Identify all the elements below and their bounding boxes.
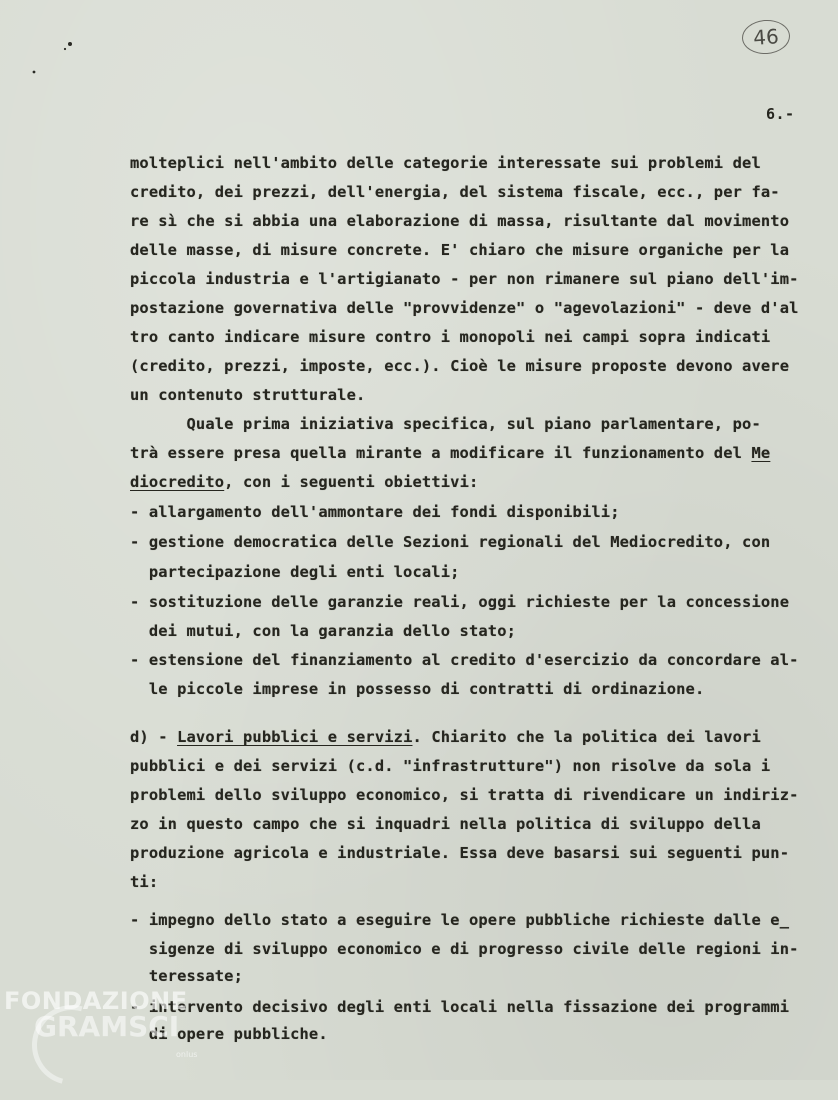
bullet-item-line: - impegno dello stato a eseguire le opere pubbliche richieste dalle e_ xyxy=(130,911,790,929)
bullet-item-line: - allargamento dell'ammontare dei fondi disponibili; xyxy=(130,503,620,521)
paragraph-1-line: credito, dei prezzi, dell'energia, del sistema fiscale, ecc., per fa- xyxy=(130,183,780,201)
folio-mark: 46 xyxy=(741,18,791,55)
paragraph-1-line: (credito, prezzi, imposte, ecc.). Cioè le misure proposte devono avere xyxy=(130,357,790,375)
section-d-line: produzione agricola e industriale. Essa deve basarsi sui seguenti pun- xyxy=(130,844,790,862)
mediocredito-underlined-start: Me xyxy=(751,444,771,462)
section-d-line: ti: xyxy=(130,873,159,891)
section-d-line: zo in questo campo che si inquadri nella politica di sviluppo della xyxy=(130,815,761,833)
paragraph-1-line: piccola industria e l'artigianato - per non rimanere sul piano dell'im- xyxy=(130,270,799,288)
watermark-line-3: onlus xyxy=(176,1050,198,1059)
paragraph-1-line: postazione governativa delle "provvidenze" o "agevolazioni" - deve d'al xyxy=(130,299,799,317)
section-d-line: problemi dello sviluppo economico, si tratta di rivendicare un indiriz- xyxy=(130,786,799,804)
section-d-prefix: d) - xyxy=(130,728,178,746)
paragraph-2-text: , con i seguenti obiettivi: xyxy=(224,473,479,491)
section-d-heading: Lavori pubblici e servizi xyxy=(177,728,413,746)
bullet-item-line: - estensione del finanziamento al credito d'esercizio da concordare al- xyxy=(130,651,799,669)
paragraph-1-line: re sì che si abbia una elaborazione di massa, risultante dal movimento xyxy=(130,212,790,230)
bullet-item-line: partecipazione degli enti locali; xyxy=(130,563,460,581)
section-d-line: pubblici e dei servizi (c.d. "infrastrutture") non risolve da sola i xyxy=(130,757,771,775)
paragraph-1-line: un contenuto strutturale. xyxy=(130,386,366,404)
page-number: 6.- xyxy=(766,105,795,123)
bullet-item-line: - gestione democratica delle Sezioni regionali del Mediocredito, con xyxy=(130,533,771,551)
paragraph-2-line: Quale prima iniziativa specifica, sul piano parlamentare, po- xyxy=(130,415,761,433)
watermark-line-1: FONDAZIONE xyxy=(4,987,188,1015)
bullet-item-line: di opere pubbliche. xyxy=(130,1025,328,1043)
section-d-heading-line xyxy=(130,727,761,747)
bullet-item-line: sigenze di sviluppo economico e di progresso civile delle regioni in- xyxy=(130,940,799,958)
paragraph-2-text: trà essere presa quella mirante a modificare il funzionamento del xyxy=(130,444,752,462)
bullet-item-line: - intervento decisivo degli enti locali nella fissazione dei programmi xyxy=(130,998,790,1016)
section-d-text: . Chiarito che la politica dei lavori xyxy=(412,728,761,746)
paragraph-1-line: tro canto indicare misure contro i monopoli nei campi sopra indicati xyxy=(130,328,771,346)
bullet-item-line: teressate; xyxy=(130,967,243,985)
paragraph-2-line xyxy=(130,472,478,492)
paragraph-1-line: delle masse, di misure concrete. E' chiaro che misure organiche per la xyxy=(130,241,790,259)
bullet-item-line: - sostituzione delle garanzie reali, oggi richieste per la concessione xyxy=(130,593,790,611)
mediocredito-underlined-end: diocredito xyxy=(130,473,225,491)
paragraph-2-line xyxy=(130,443,770,463)
watermark-line-2: GRAMSCI xyxy=(34,1010,180,1043)
bullet-item-line: le piccole imprese in possesso di contratti di ordinazione. xyxy=(130,680,705,698)
paragraph-1-line: molteplici nell'ambito delle categorie interessate sui problemi del xyxy=(130,154,761,172)
bullet-item-line: dei mutui, con la garanzia dello stato; xyxy=(130,622,517,640)
